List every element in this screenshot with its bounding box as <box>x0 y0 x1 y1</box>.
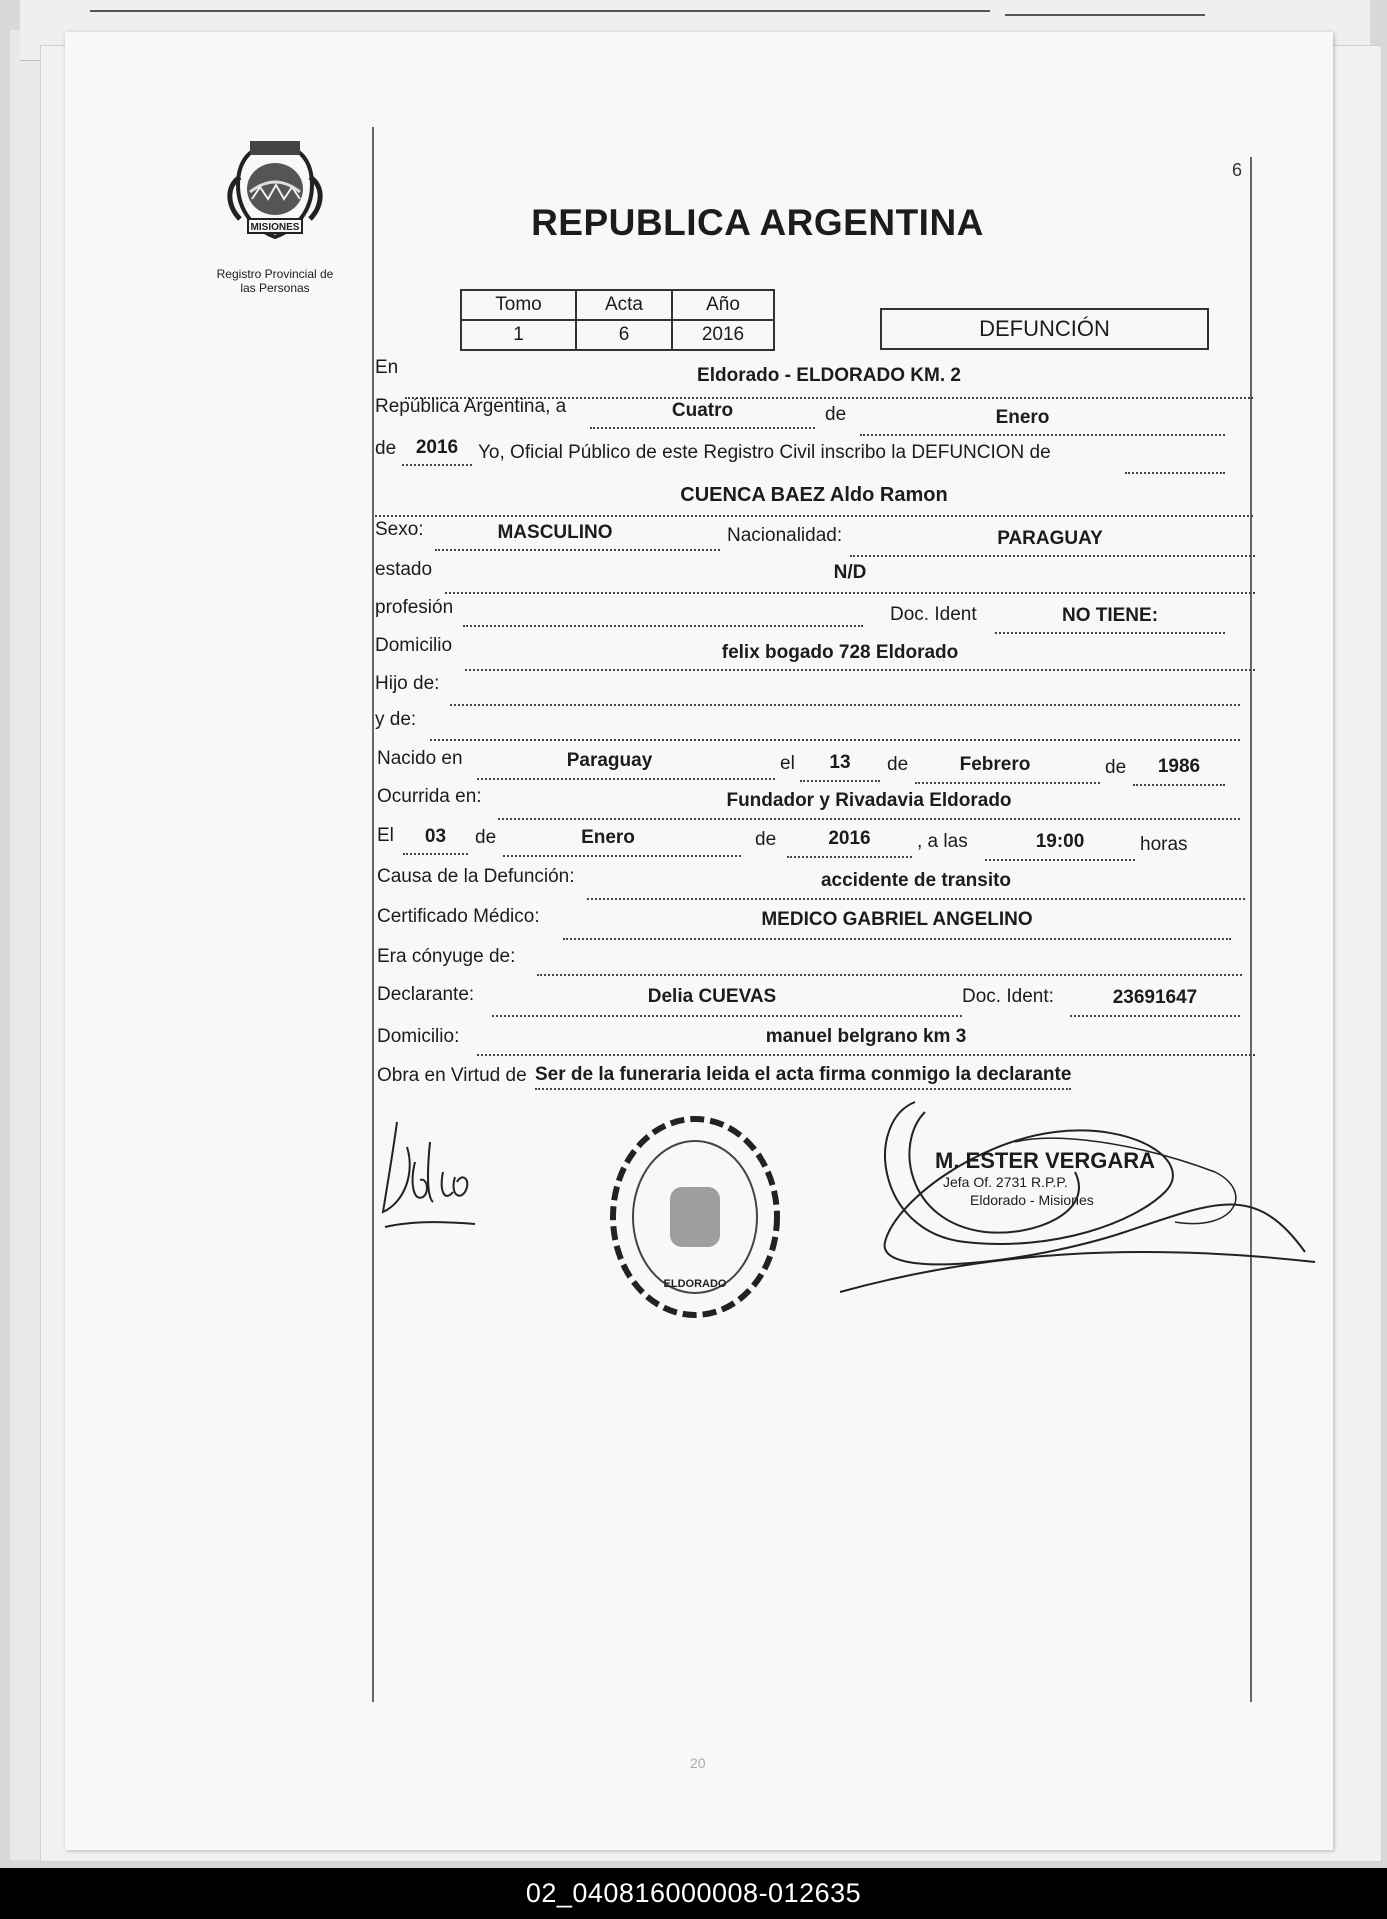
line-birth-day <box>800 780 880 782</box>
value-birth-place: Paraguay <box>566 750 653 771</box>
label-de-4: de <box>1105 757 1127 778</box>
label-domicilio-2: Domicilio: <box>377 1026 460 1047</box>
value-certificate: MEDICO GABRIEL ANGELINO <box>761 909 1033 930</box>
line-day <box>590 427 815 429</box>
label-en: En <box>375 357 399 378</box>
round-stamp-icon <box>605 1112 785 1322</box>
page-title: REPUBLICA ARGENTINA <box>531 202 984 243</box>
line-nationality <box>850 555 1255 557</box>
act-type-box: DEFUNCIÓN <box>880 308 1209 350</box>
line-cause <box>587 898 1245 900</box>
label-domicilio: Domicilio <box>375 635 453 656</box>
label-de-5: de <box>475 827 497 848</box>
provincial-seal-icon <box>220 137 330 247</box>
value-sex: MASCULINO <box>497 522 613 543</box>
value-in-virtue-of: Ser de la funeraria leida el acta firma conmigo la declarante <box>535 1064 1071 1090</box>
line-spouse <box>537 974 1242 976</box>
value-death-place: Fundador y Rivadavia Eldorado <box>726 790 1012 811</box>
line-yo <box>1125 472 1225 474</box>
line-mother <box>430 739 1240 741</box>
official-stamp-title: Jefa Of. 2731 R.P.P. <box>943 1174 1068 1190</box>
record-value-acta: 6 <box>576 320 672 350</box>
value-nationality: PARAGUAY <box>997 528 1103 549</box>
record-table <box>460 289 775 351</box>
value-declarant-doc: 23691647 <box>1112 987 1198 1008</box>
label-certificado: Certificado Médico: <box>377 906 540 927</box>
label-de-6: de <box>755 829 777 850</box>
label-y-de: y de: <box>375 709 417 730</box>
label-sexo: Sexo: <box>375 519 424 540</box>
scan-mark: 20 <box>690 1755 706 1771</box>
line-domicile <box>465 669 1255 671</box>
line-declarant-doc <box>1070 1015 1240 1017</box>
seal-text: MISIONES <box>250 222 300 233</box>
record-header-tomo: Tomo <box>461 290 576 320</box>
value-declarant: Delia CUEVAS <box>647 986 777 1007</box>
document-id-bar <box>0 1868 1387 1919</box>
label-el-cap: El <box>377 825 394 846</box>
declarant-signature-icon <box>375 1102 485 1232</box>
line-declarant <box>492 1015 962 1017</box>
value-deceased-name: CUENCA BAEZ Aldo Ramon <box>680 484 948 506</box>
label-de-1: de <box>825 404 847 425</box>
line-profession <box>463 625 863 627</box>
value-domicile: felix bogado 728 Eldorado <box>721 642 959 663</box>
label-doc-ident: Doc. Ident <box>890 604 977 625</box>
value-declarant-domicile: manuel belgrano km 3 <box>765 1026 967 1047</box>
line-month <box>860 434 1225 436</box>
left-margin-line <box>372 127 374 1702</box>
value-death-day: 03 <box>424 826 447 847</box>
label-conyuge: Era cónyuge de: <box>377 946 516 967</box>
label-de-3: de <box>887 754 909 775</box>
label-declarante: Declarante: <box>377 984 475 1005</box>
value-month: Enero <box>995 407 1050 428</box>
label-el: el <box>780 753 795 774</box>
svg-text:ELDORADO: ELDORADO <box>663 1278 727 1290</box>
value-place: Eldorado - ELDORADO KM. 2 <box>697 365 961 386</box>
line-death-day <box>403 853 468 855</box>
line-certificate <box>563 938 1231 940</box>
line-doc-ident <box>995 632 1225 634</box>
line-birth-year <box>1133 784 1225 786</box>
value-civil-state: N/D <box>833 562 867 583</box>
label-republica: República Argentina, a <box>375 396 567 417</box>
line-civil-state <box>445 592 1255 594</box>
document-id: 02_040816000008-012635 <box>525 1878 862 1908</box>
line-birth-month <box>915 782 1100 784</box>
official-stamp-name: M. ESTER VERGARA <box>935 1148 1156 1173</box>
line-death-place <box>498 818 1240 820</box>
value-death-year: 2016 <box>828 828 871 849</box>
line-name <box>375 515 1253 517</box>
official-stamp-place: Eldorado - Misiones <box>970 1192 1094 1208</box>
right-margin-line <box>1250 157 1252 1702</box>
page-number: 6 <box>1232 160 1243 180</box>
line-death-year <box>787 856 912 858</box>
record-header-acta: Acta <box>576 290 672 320</box>
record-value-ano: 2016 <box>672 320 774 350</box>
line-death-time <box>985 859 1135 861</box>
line-sex <box>435 549 720 551</box>
line-declarant-domicile <box>477 1054 1255 1056</box>
label-obra: Obra en Virtud de <box>377 1065 527 1086</box>
line-father <box>450 704 1240 706</box>
label-yo: Yo, Oficial Público de este Registro Civil inscribo la DEFUNCION de <box>478 442 1051 463</box>
value-death-time: 19:00 <box>1035 831 1085 852</box>
line-year <box>402 464 472 466</box>
value-cause: accidente de transito <box>820 870 1012 891</box>
value-birth-day: 13 <box>829 752 851 773</box>
registry-name: Registro Provincial de las Personas <box>216 267 334 295</box>
label-profesion: profesión <box>375 597 454 618</box>
value-doc-ident: NO TIENE: <box>1061 605 1159 626</box>
value-birth-year: 1986 <box>1157 756 1201 777</box>
value-death-month: Enero <box>581 827 635 848</box>
record-header-ano: Año <box>672 290 774 320</box>
label-a-las: , a las <box>917 831 968 852</box>
value-day-text: Cuatro <box>671 400 734 421</box>
death-certificate-page <box>65 32 1333 1850</box>
line-birth-place <box>477 778 775 780</box>
line-death-month <box>503 855 741 857</box>
record-value-tomo: 1 <box>461 320 576 350</box>
label-doc-ident-2: Doc. Ident: <box>962 986 1054 1007</box>
label-nacido-en: Nacido en <box>377 748 463 769</box>
label-causa: Causa de la Defunción: <box>377 866 575 887</box>
label-estado: estado <box>375 559 433 580</box>
value-year: 2016 <box>415 437 459 458</box>
label-nacionalidad: Nacionalidad: <box>727 525 843 546</box>
value-birth-month: Febrero <box>959 754 1031 775</box>
label-ocurrida-en: Ocurrida en: <box>377 786 482 807</box>
label-horas: horas <box>1140 834 1188 855</box>
label-de-2: de <box>375 438 397 459</box>
label-hijo-de: Hijo de: <box>375 673 440 694</box>
